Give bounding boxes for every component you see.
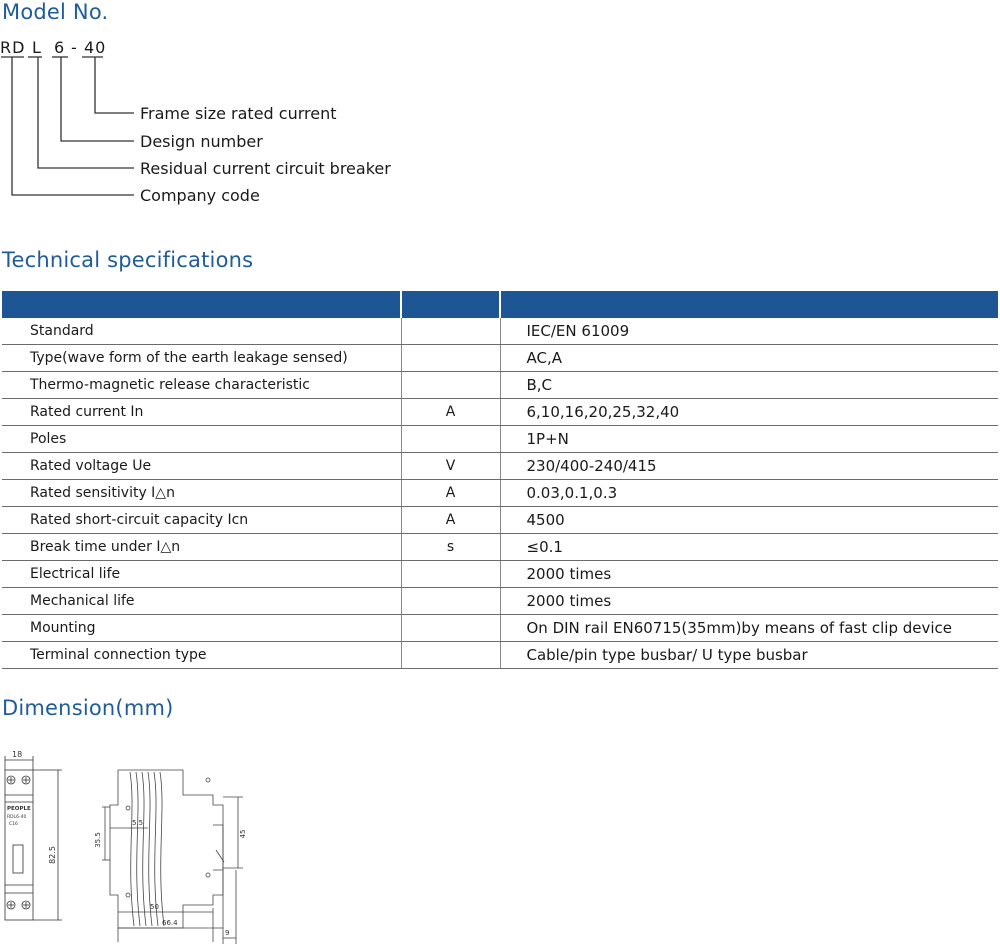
side-h2-label: 45 bbox=[239, 829, 247, 839]
spec-unit bbox=[401, 426, 500, 453]
spec-unit bbox=[401, 372, 500, 399]
side-d3-label: 9 bbox=[225, 929, 230, 937]
legend-company-code: Company code bbox=[140, 186, 260, 205]
code-part-company: RD bbox=[0, 38, 26, 57]
code-part-design: 6 bbox=[54, 38, 66, 57]
tech-title: Technical specifications bbox=[2, 248, 254, 272]
spec-unit bbox=[401, 588, 500, 615]
spec-param: Rated short-circuit capacity Icn bbox=[2, 507, 401, 534]
spec-value: 0.03,0.1,0.3 bbox=[500, 480, 998, 507]
side-d1-label: 50 bbox=[150, 903, 159, 911]
front-brand-label: PEOPLE bbox=[7, 806, 31, 812]
side-d2-label: 66.4 bbox=[162, 919, 178, 927]
spec-value: 4500 bbox=[500, 507, 998, 534]
code-part-type: L bbox=[32, 38, 42, 57]
spec-header-row bbox=[2, 291, 998, 318]
spec-param: Type(wave form of the earth leakage sensed) bbox=[2, 345, 401, 372]
spec-value: On DIN rail EN60715(35mm)by means of fast clip device bbox=[500, 615, 998, 642]
code-part-current: 40 bbox=[84, 38, 107, 57]
legend-design-number: Design number bbox=[140, 132, 263, 151]
spec-unit bbox=[401, 561, 500, 588]
side-w1-label: 5.5 bbox=[132, 819, 144, 827]
spec-value: 2000 times bbox=[500, 588, 998, 615]
spec-value: 230/400-240/415 bbox=[500, 453, 998, 480]
spec-row bbox=[2, 399, 998, 426]
spec-param: Terminal connection type bbox=[2, 642, 401, 669]
legend-frame-size: Frame size rated current bbox=[140, 104, 337, 123]
spec-param: Standard bbox=[2, 318, 401, 345]
spec-value: 6,10,16,20,25,32,40 bbox=[500, 399, 998, 426]
spec-unit: A bbox=[401, 507, 500, 534]
spec-value: AC,A bbox=[500, 345, 998, 372]
spec-value: Cable/pin type busbar/ U type busbar bbox=[500, 642, 998, 669]
spec-unit bbox=[401, 615, 500, 642]
spec-row bbox=[2, 453, 998, 480]
side-h1-label: 35.5 bbox=[94, 832, 102, 848]
front-rating-label: C16 bbox=[9, 822, 18, 827]
header-cell-value bbox=[500, 291, 998, 318]
spec-row bbox=[2, 318, 998, 345]
spec-param: Poles bbox=[2, 426, 401, 453]
spec-row bbox=[2, 372, 998, 399]
spec-param: Electrical life bbox=[2, 561, 401, 588]
spec-unit bbox=[401, 318, 500, 345]
spec-table bbox=[2, 291, 998, 669]
spec-row bbox=[2, 615, 998, 642]
front-view-drawing bbox=[0, 750, 75, 940]
spec-unit: A bbox=[401, 480, 500, 507]
spec-row bbox=[2, 426, 998, 453]
spec-row bbox=[2, 561, 998, 588]
spec-unit: s bbox=[401, 534, 500, 561]
spec-unit: V bbox=[401, 453, 500, 480]
spec-unit: A bbox=[401, 399, 500, 426]
spec-param: Rated sensitivity I△n bbox=[2, 480, 401, 507]
header-cell-param bbox=[2, 291, 401, 318]
legend-rccb: Residual current circuit breaker bbox=[140, 159, 391, 178]
front-model-label: RDL6-40 bbox=[7, 815, 27, 820]
spec-param: Rated current In bbox=[2, 399, 401, 426]
model-title: Model No. bbox=[2, 0, 109, 24]
spec-row bbox=[2, 642, 998, 669]
spec-row bbox=[2, 534, 998, 561]
spec-value: B,C bbox=[500, 372, 998, 399]
spec-value: ≤0.1 bbox=[500, 534, 998, 561]
spec-value: 1P+N bbox=[500, 426, 998, 453]
model-connector-lines bbox=[0, 0, 140, 210]
spec-param: Break time under I△n bbox=[2, 534, 401, 561]
spec-row bbox=[2, 507, 998, 534]
spec-value: 2000 times bbox=[500, 561, 998, 588]
spec-param: Mechanical life bbox=[2, 588, 401, 615]
spec-unit bbox=[401, 345, 500, 372]
side-view-drawing bbox=[88, 750, 258, 946]
front-height-label: 82.5 bbox=[48, 846, 57, 864]
spec-param: Mounting bbox=[2, 615, 401, 642]
dim-title: Dimension(mm) bbox=[2, 696, 174, 720]
spec-row bbox=[2, 588, 998, 615]
spec-param: Thermo-magnetic release characteristic bbox=[2, 372, 401, 399]
front-width-label: 18 bbox=[12, 750, 23, 759]
spec-row bbox=[2, 345, 998, 372]
spec-unit bbox=[401, 642, 500, 669]
code-part-dash: - bbox=[71, 38, 78, 57]
spec-row bbox=[2, 480, 998, 507]
spec-param: Rated voltage Ue bbox=[2, 453, 401, 480]
header-cell-unit bbox=[401, 291, 500, 318]
spec-value: IEC/EN 61009 bbox=[500, 318, 998, 345]
